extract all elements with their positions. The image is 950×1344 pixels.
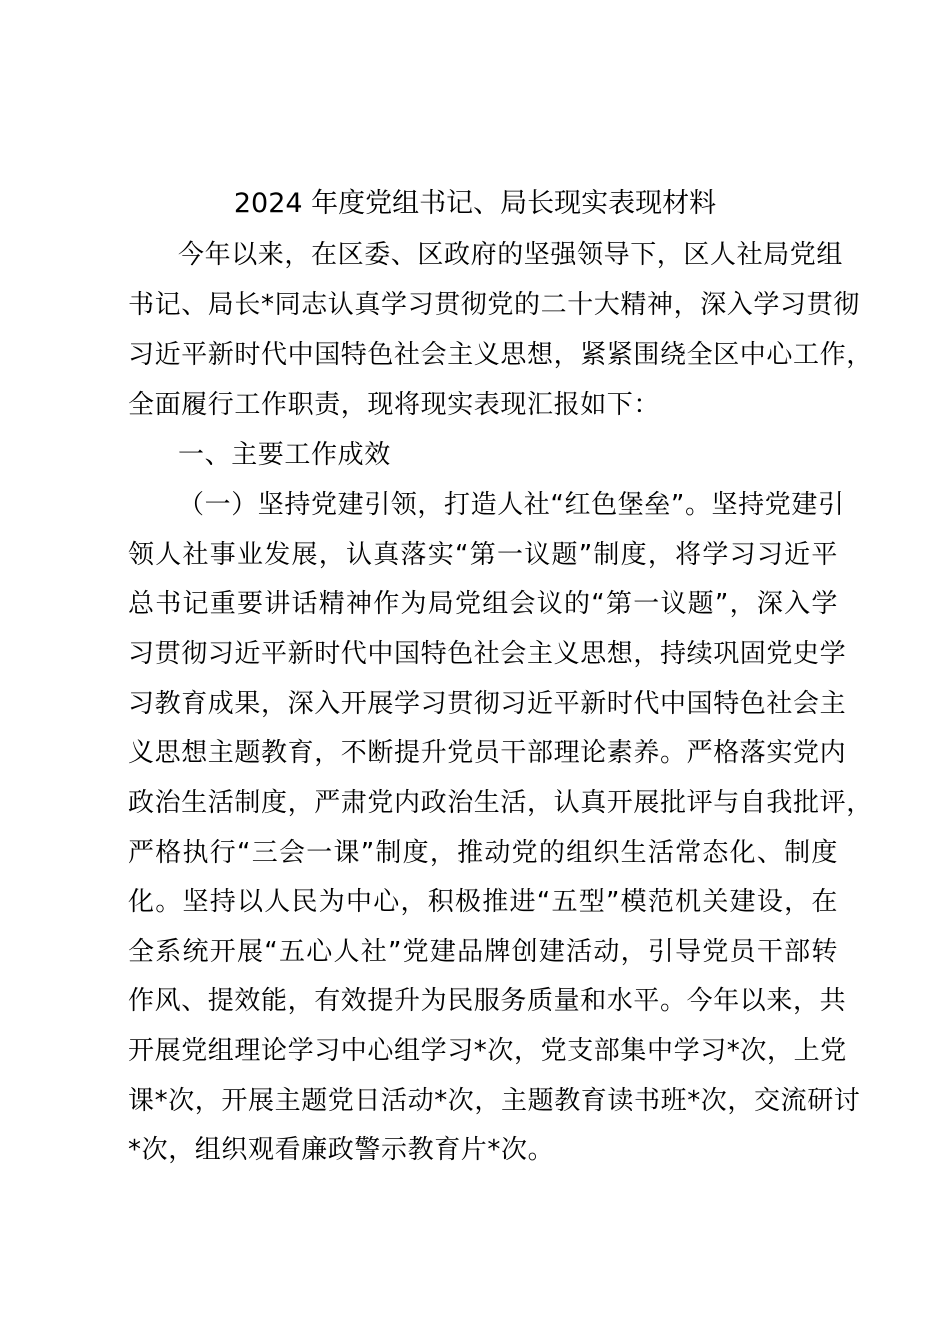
section-heading: 一、主要工作成效: [178, 440, 391, 470]
paragraph-line: 作风、提效能，有效提升为民服务质量和水平。今年以来，共: [128, 986, 847, 1016]
paragraph-line: 开展党组理论学习中心组学习*次，党支部集中学习*次，上党: [128, 1036, 847, 1066]
paragraph-line: 义思想主题教育，不断提升党员干部理论素养。严格落实党内: [128, 738, 847, 768]
paragraph-line: 严格执行“三会一课”制度，推动党的组织生活常态化、制度: [128, 838, 838, 868]
paragraph-line: 化。坚持以人民为中心，积极推进“五型”模范机关建设，在: [128, 887, 838, 917]
paragraph-line: 总书记重要讲话精神作为局党组会议的“第一议题”，深入学: [128, 589, 838, 619]
paragraph-line: 全面履行工作职责，现将现实表现汇报如下：: [128, 390, 661, 420]
paragraph-line: 课*次，开展主题党日活动*次，主题教育读书班*次，交流研讨: [128, 1086, 861, 1116]
paragraph-line: *次，组织观看廉政警示教育片*次。: [128, 1135, 555, 1165]
paragraph-line: 习教育成果，深入开展学习贯彻习近平新时代中国特色社会主: [128, 689, 847, 719]
paragraph-line: 今年以来，在区委、区政府的坚强领导下，区人社局党组: [178, 240, 844, 270]
document-title: 2024 年度党组书记、局长现实表现材料: [233, 188, 717, 219]
paragraph-line: 习贯彻习近平新时代中国特色社会主义思想，持续巩固党史学: [128, 639, 847, 669]
paragraph-line: 政治生活制度，严肃党内政治生活，认真开展批评与自我批评，: [128, 788, 873, 818]
paragraph-line: 习近平新时代中国特色社会主义思想，紧紧围绕全区中心工作，: [128, 340, 873, 370]
paragraph-line: 书记、局长*同志认真学习贯彻党的二十大精神，深入学习贯彻: [128, 290, 860, 320]
paragraph-line: （一）坚持党建引领，打造人社“红色堡垒”。坚持党建引: [178, 490, 845, 520]
paragraph-line: 全系统开展“五心人社”党建品牌创建活动，引导党员干部转: [128, 937, 838, 967]
paragraph-line: 领人社事业发展，认真落实“第一议题”制度，将学习习近平: [128, 540, 838, 570]
